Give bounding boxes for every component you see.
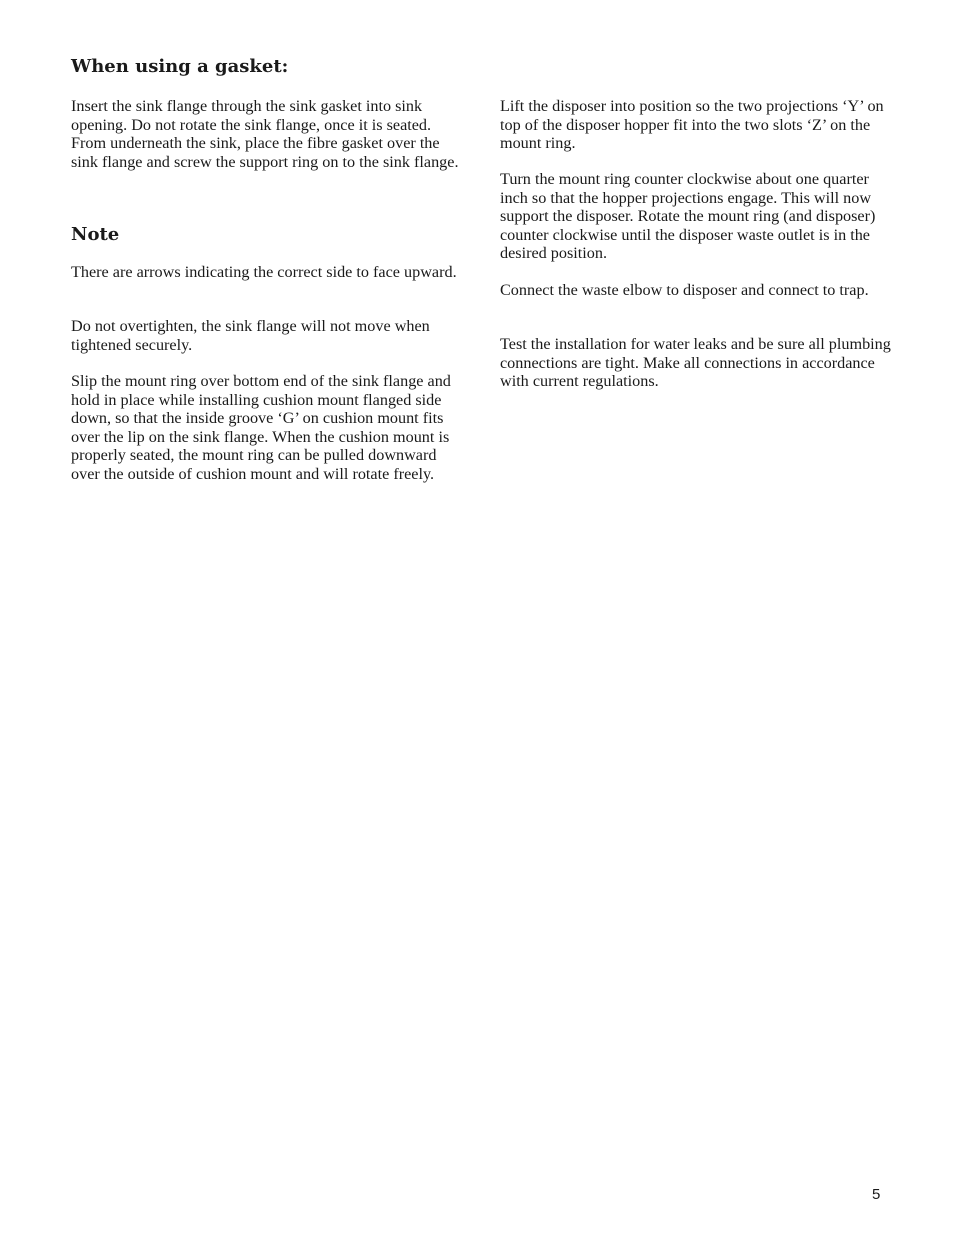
note-heading: Note: [71, 224, 120, 245]
page-number: 5: [872, 1186, 881, 1203]
mount-ring-paragraph: Slip the mount ring over bottom end of the sink flange and hold in place while installing cushion mount flanged side down, so that the inside groove ‘G’ on cushion mount fits over the lip on the sink flange. When the cushion mount is properly seated, the mount ring can be pulled downward over the outside of cushion mount and will rotate freely.: [71, 372, 451, 483]
connect-elbow-paragraph: Connect the waste elbow to disposer and connect to trap.: [500, 281, 869, 299]
gasket-paragraph: Insert the sink flange through the sink gasket into sink opening. Do not rotate the sink flange, once it is seated. From underneath the sink, place the fibre gasket over the sink flange and screw the support ring on to the sink flange.: [71, 97, 459, 171]
test-installation-paragraph: Test the installation for water leaks and be sure all plumbing connections are tight. Make all connections in accordance with current regulations.: [500, 335, 891, 390]
note-overtighten-paragraph: Do not overtighten, the sink flange will not move when tightened securely.: [71, 317, 430, 354]
lift-disposer-paragraph: Lift the disposer into position so the two projections ‘Y’ on top of the disposer hopper fit into the two slots ‘Z’ on the mount ring.: [500, 97, 884, 152]
turn-mount-ring-paragraph: Turn the mount ring counter clockwise about one quarter inch so that the hopper projections engage. This will now support the disposer. Rotate the mount ring (and disposer) counter clockwise until the disposer waste outlet is in the desired position.: [500, 170, 876, 262]
note-arrows-paragraph: There are arrows indicating the correct side to face upward.: [71, 263, 457, 281]
gasket-heading: When using a gasket:: [71, 56, 289, 77]
